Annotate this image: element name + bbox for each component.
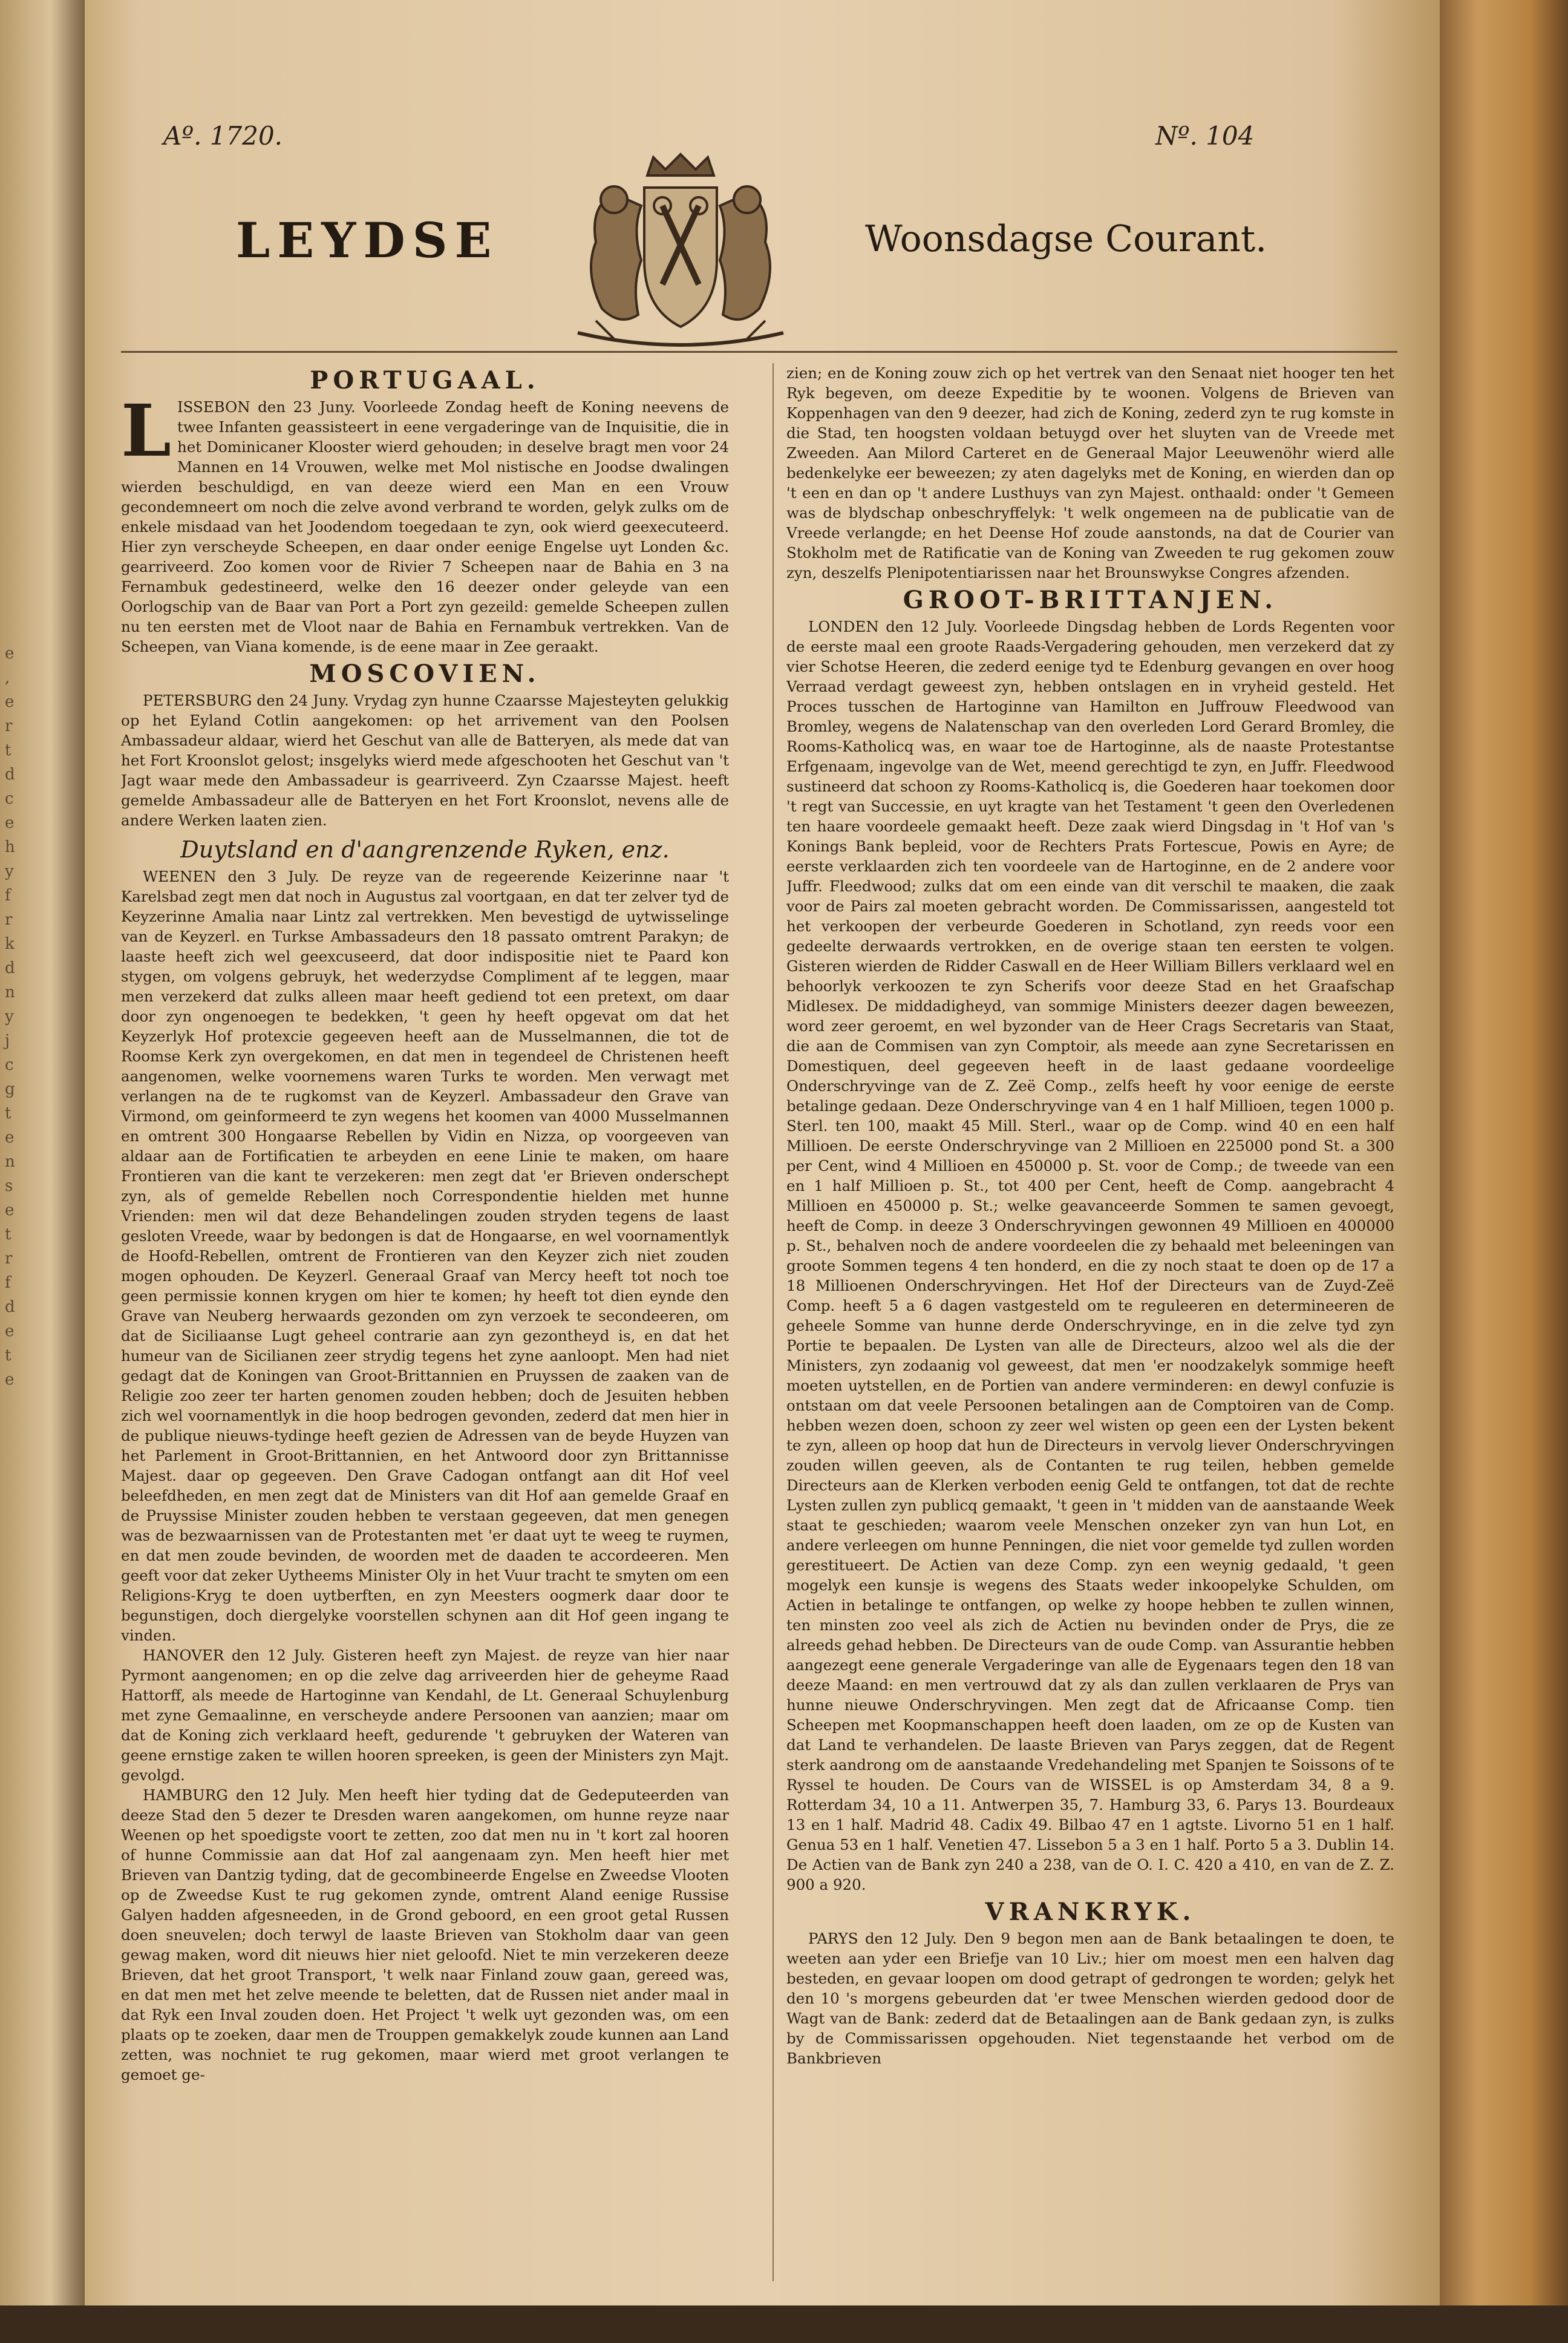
page-stack-edge bbox=[1440, 0, 1568, 2343]
adjacent-page bbox=[0, 0, 85, 2343]
article-hanover: HANOVER den 12 July. Gisteren heeft zyn Majest. de reyze van hier naar Pyrmont aangenomen; en op die zelve dag arriveerden hier de geheyme Raad Hattorff, als meede de Hartoginne van Kendahl, de Lt. Generaal Schuylenburg met zyne Gemaalinne, en verscheyde andere Persoonen van aanzien; maar om dat de Koning zich verklaard heeft, gedurende 't gebruyken der Wateren van geene ernstige zaken te willen hooren spreeken, is geen der Ministers zyn Majt. gevolgd. bbox=[121, 1647, 729, 1784]
drop-cap: L bbox=[121, 388, 171, 473]
masthead-title-right: Woonsdagse Courant. bbox=[865, 218, 1267, 260]
article-lissebon-text: ISSEBON den 23 Juny. Voorleede Zondag heeft de Koning neevens de twee Infanten geassisteert in eene vergaderinge van de Inquisitie, die in het Dominicaner Klooster wierd gehouden; in deselve bragt men voor 24 Mannen en 14 Vrouwen, welke met Mol nistische en Joodse dwalingen wierden beschuldigd, en van deeze wierd een Man en een Vrouw gecondemneert om noch die zelve avond verbrand te worden, gelyk zulks om de enkele misdaad van het Joodendom toegedaan te zyn, ook wierd geexecuteerd. Hier zyn verscheyde Scheepen, en daar onder eenige Engelse uyt Londen &c. gearriveerd. Zoo komen voor de Rivier 7 Scheepen naar de Bahia en 3 na Fernambuk gedestineerd, welke den 16 deezer onder geleyde van een Oorlogschip van de Baar van Port a Port zyn gezeild: gemelde Scheepen zullen nu ten eersten met de Vloot naar de Bahia en Fernambuk vertrekken. Van de Scheepen, van Viana komende, is de eene maar in Zee geraakt. bbox=[121, 398, 729, 655]
right-column bbox=[786, 363, 1394, 2287]
heading-moscovien: MOSCOVIEN. bbox=[309, 660, 541, 688]
leiden-crest-icon bbox=[541, 151, 820, 351]
article-weenen: WEENEN den 3 July. De reyze van de regeerende Keizerinne naar 't Karelsbad zegt men dat noch in Augustus zal voortgaan, en dat ter zelver tyd de Keyzerinne Amalia naar Lintz zal vertrekken. Men bevestigd de uytwisselinge van de Keyzerl. en Turkse Ambassadeurs den 18 passato omtrent Parakyn; de laaste heeft zich wel geexcuseerd, dat door indispositie niet te Paard kon stygen, om volgens gebruyk, het wederzydse Compliment af te leggen, maar men verzekerd dat zulks alleen maar heeft gediend tot een pretext, om daar door zyn ongenoegen te bedekken, 't geen hy heeft opgevat om dat het Keyzerlyk Hof protexcie gegeeven heeft aan de Musselmannen, die tot de Roomse Kerk zyn overgekomen, en dat men in tegendeel de Christenen heeft aangenomen, welke voornemens waren Turks te worden. Men verwagt met verlangen na de te rugkomst van de Keyzerl. Ambassadeur den Grave van Virmond, om geinformeerd te zyn wegens het koomen van 4000 Musselmannen en omtrent 300 Hongaarse Rebellen by Vidin en Nizza, op voorgeeven van aldaar aan de Fortificatien te arbeyden en eene Linie te maken, om haare Frontieren van die kant te verzekeren: men zegt dat 'er Brieven onderschept zyn, als of gemelde Rebellen noch Correspondentie hielden met hunne Vrienden: men wil dat deze Behandelingen zouden stryden tegens de laast gesloten Vreede, waar by bedongen is dat de Hongaarse, en wel voornamentlyk de Hoofd-Rebellen, omtrent de Frontieren van den Keyzer zich niet zouden mogen ophouden. De Keyzerl. Generaal Graaf van Mercy heeft tot noch toe geen permissie konnen krygen om hier te komen; hy heeft tot dien eynde den Grave van Neuberg herwaards gezonden om zyn verzoek te secondeeren, om dat de Siciliaanse Lugt geheel contrarie aan zyn gezontheyd is, en dat het humeur van de Sicilianen zeer strydig tegens het zyne aanloopt. Men had niet gedagt dat de Koningen van Groot-Brittannien en Pruyssen de zaaken van de Religie zoo zeer ter harten genomen zouden hebben; doch de Jesuiten hebben zich wel voornamentlyk in die hoop bedrogen gevonden, zederd dat men hier in de publique nieuws-tydinge heeft gezien de Adressen van de beyde Huyzen van het Parlement in Groot-Brittannien, en het Antwoord door zyn Brittannisse Majest. daar op gegeeven. Den Grave Cadogan ontfangt aan dit Hof veel beleefdheden, en men zegt dat de Ministers van dit Hof aan gemelde Graaf en de Pruyssise Minister zouden hebben te verstaan gegeeven, dat men genegen was de bezwaarnissen van de Protestanten met 'er daat uyt te weeg te ruymen, en dat men zoude bevinden, de woorden met de daaden te accordeeren. Men geeft voor dat zeker Uytheems Minister Oly in het Vuur tracht te smyten om een Religions-Kryg te doen uytberften, en zyn Meesters oogmerk daar door te begunstigen, doch diergelyke voorstellen schynen aan dit Hof geen ingang te vinden. bbox=[121, 868, 729, 1644]
article-londen: LONDEN den 12 July. Voorleede Dingsdag hebben de Lords Regenten voor de eerste maal een groote Raads-Vergadering gehouden, men verzekerd dat zy vier Schotse Heeren, die zederd eenige tyd te Edenburg gevangen en over hoog Verraad verdagt geweest zyn, hebben ontslagen en in vryheid gesteld. Het Proces tusschen de Hartoginne van Hamilton en Juffrouw Fleedwood van Bromley, wegens de Nalatenschap van den overleden Lord Gerard Bromley, die Rooms-Katholicq was, en waar toe de Hartoginne, als de naaste Protestantse Erfgenaam, ingevolge van de Wet, meend gerechtigd te zyn, en Juffr. Fleedwood sustineerd dat schoon zy Rooms-Katholicq is, die Goederen haar toekomen door 't regt van Successie, en uyt kragte van het Testament 't geen den Overledenen ten haare voordeele gemaakt heeft. Deze zaak wierd Dingsdag in 't Hof van 's Konings Bank bepleid, voor de Rechters Prats Fortescue, Powis en Ayre; de eerste verklaarden zich ten voordeele van de Hartoginne, en de 2 andere voor Juffr. Fleedwood; zulks dat om een einde van dit verschil te maaken, die zaak voor de Pairs zal moeten gebracht worden. De Commissarissen, aangesteld tot het verkoopen der verbeurde Goederen in Schotland, zyn reeds voor een gedeelte derwaards vertrokken, en de overige staan ten eersten te volgen. Gisteren wierden de Ridder Caswall en de Heer William Billers verklaard wel en behoorlyk verkoozen te zyn Scherifs voor deeze Stad en het Graafschap Midlesex. De middadigheyd, van sommige Ministers deezer dagen beweezen, word zeer geroemt, en wel byzonder van de Heer Crags Secretaris van Staat, die aan de Commisen van zyn Comptoir, als meede aan zyne Secretarissen en Domestiquen, deel gegeeven heeft in de laast gedaane voordeelige Onderschryvinge van de Z. Zeë Comp., zelfs heeft hy voor eenige de eerste betalinge gedaan. Deze Onderschryvinge van 4 en 1 half Millioen, tegen 1000 p. Sterl. ten 100, maakt 45 Mill. Sterl., waar op de Comp. wind 40 en een half Millioen. De eerste Onderschryvinge van 2 Millioen en 225000 pond St. a 300 per Cent, wind 4 Millioen en 450000 p. St. voor de Comp.; de tweede van een en 1 half Millioen p. St., tot 400 per Cent, heeft de Comp. aangebracht 4 Millioen en 450000 p. St.; welke geavanceerde Sommen te samen gevoegt, heeft de Comp. in deeze 3 Onderschryvingen gewonnen 49 Millioen en 400000 p. St., behalven noch de andere voordeelen die zy behaald met beleeningen van groote Sommen tegens 4 ten honderd, en die zy noch staat te doen op de 17 a 18 Millioenen Onderschryvingen. Het Hof der Directeurs van de Zuyd-Zeë Comp. heeft 5 a 6 dagen vastgesteld om te reguleeren en determineeren de geheele Somme van hunne derde Onderschryvinge, en in die zelve tyd zyn Portie te bepaalen. De Lysten van alle de Directeurs, alzoo wel als die der Ministers, zyn zodaanig vol geweest, dat men 'er noodzakelyk sommige heeft moeten uytstellen, en de Portien van andere verminderen: en dewyl confuzie is ontstaan om dat veele Persoonen betalingen aan de Comptoiren van de Comp. hebben wezen doen, schoon zy zeer wel wisten op geen een der Lysten bekent te zyn, alleen op hoop dat hun de Directeurs in vervolg liever Onderschryvingen zouden willen geeven, als de Contanten te rug teilen, hebben gemelde Directeurs aan de Klerken verboden eenig Geld te ontfangen, tot dat de rechte Lysten zullen zyn publicq gemaakt, 't geen in 't midden van de aanstaande Week staat te geschieden; waarom veele Menschen onzeker zyn van hun Lot, en andere verleegen om hunne Penningen, die niet voor gemelde tyd zullen worden gerestitueert. De Actien van deze Comp. zyn een weynig gedaald, 't geen mogelyk een kunsje is wegens des Staats weder inkoopelyke Schulden, om Actien in betalinge te ontfangen, op welke zy hoope hebben te zullen winnen, ten minsten zoo veel als zich de Actien nu bevinden onder de Prys, die ze alreeds gehad hebben. De Directeurs van de oude Comp. van Assurantie hebben aangezegt eene generale Vergaderinge van alle de Eygenaars tegen den 18 van deeze Maand: en men vertrouwd dat zy als dan zullen verklaaren de Prys van hunne nieuwe Onderschryvingen. Men zegt dat de Africaanse Comp. tien Scheepen met Koopmanschappen heeft doen laaden, om ze op de Kusten van dat Land te verhandelen. De laaste Brieven van Parys zeggen, dat de Regent sterk aandrong om de aanstaande Vredehandeling met Spanjen te Soissons of te Ryssel te houden. De Cours van de WISSEL is op Amsterdam 34, 8 a 9. Rotterdam 34, 10 a 11. Antwerpen 35, 7. Hamburg 33, 6. Parys 13. Bourdeaux 13 en 1 half. Madrid 48. Cadix 49. Bilbao 47 en 1 agtste. Livorno 51 en 1 half. Genua 53 en 1 half. Venetien 47. Lissebon 5 a 3 en 1 half. Porto 5 a 3. Dublin 14. De Actien van de Bank zyn 240 a 238, van de O. I. C. 420 a 410, en van de Z. Z. 900 a 920. bbox=[786, 618, 1394, 1893]
adjacent-page-text: e , e r t d c e h y f r k d n y j c g t e n s e t r f d e t e bbox=[5, 644, 16, 1389]
article-hamburg-continued: zien; en de Koning zouw zich op het vertrek van den Senaat niet hooger ten het Ryk begeven, om deeze Expeditie by te woonen. Volgens de Brieven van Koppenhagen van den 9 deezer, had zich de Koning, zederd zyn te rug komste in die Stad, ten hoogsten voldaan betuygd over het sluyten van de Vreede met Zweeden. Aan Milord Carteret en de Generaal Major Leeuwenöhr wierd alle bedenkelyke eer beweezen; zy aten dagelyks met de Koning, en wierden dan op 't een en dan op 't andere Lusthuys van zyn Majest. onthaald: onder 't Gemeen was de blydschap onbeschryffelyk: 't welk ongemeen na de publicatie van de Vreede verlangde; en het Deense Hof zoude aanstonds, na dat de Courier van Stokholm met de Ratificatie van de Koning van Zweeden te rug gekomen zouw zyn, deszelfs Plenipotentiarissen naar het Brounswykse Congres afzenden. bbox=[786, 364, 1394, 582]
heading-groot-brittanjen: GROOT-BRITTANJEN. bbox=[903, 586, 1278, 614]
column-divider bbox=[773, 363, 774, 2281]
issue-number: Nº. 104 bbox=[1155, 121, 1255, 151]
heading-portugaal: PORTUGAAL. bbox=[310, 366, 540, 395]
desk-surface bbox=[0, 2305, 1568, 2343]
heading-vrankryk: VRANKRYK. bbox=[985, 1898, 1196, 1926]
article-lissebon bbox=[121, 388, 729, 657]
newspaper-page bbox=[85, 0, 1440, 2343]
article-petersburg: PETERSBURG den 24 Juny. Vrydag zyn hunne Czaarsse Majesteyten gelukkig op het Eyland Cotlin aangekomen: op het arrivement van den Poolsen Ambassadeur aldaar, wierd het Geschut van alle de Batteryen, als mede dat van het Fort Kroonslot gelost; insgelyks wierd mede afgeschooten het Geschut van 't Jagt waar mede den Ambassadeur is gearriveerd. Zyn Czaarsse Majest. heeft gemelde Ambassadeur alle de Batteryen en het Fort Kroonslot, nevens alle de andere Werken laaten zien. bbox=[121, 692, 729, 829]
article-parys: PARYS den 12 July. Den 9 begon men aan de Bank betaalingen te doen, te weeten aan yder een Briefje van 10 Liv.; hier om moest men een halven dag besteden, en gevaar loopen om dood getrapt of gedrongen te worden; gelyk het den 10 's morgens gebeurden dat 'er twee Menschen wierden gedood door de Wagt van de Bank: zederd dat de Betaalingen aan de Bank gedaan zyn, is zulks by de Commissarissen opgehouden. Niet tegenstaande het verbod om de Bankbrieven bbox=[786, 1930, 1394, 2067]
article-hamburg: HAMBURG den 12 July. Men heeft hier tyding dat de Gedeputeerden van deeze Stad den 5 dezer te Dresden waren aangekomen, om hunne reyze naar Weenen op het spoedigste voort te zetten, zoo dat men nu in 't kort zal hooren of hunne Commissie aan dat Hof zal aangenaam zyn. Men heeft hier met Brieven van Dantzig tyding, dat de gecombineerde Engelse en Zweedse Vlooten op de Zweedse Kust te rug gekomen zynde, omtrent Aland eenige Russise Galyen hadden afgesneeden, in de Grond geboord, en een groot getal Russen doen sneuvelen; doch terwyl de laaste Brieven van Stokholm daar van geen gewag maken, word dit nieuws hier niet geloofd. Niet te min verzekeren deeze Brieven, dat het groot Transport, 't welk naar Finland zouw gaan, gereed was, en dat men met het zelve meende te beletten, dat de Russen niet ander maal in dat Ryk een Inval zouden doen. Het Project 't welk uyt gezonden was, om een plaats op te zoeken, daar men de Trouppen gemakkelyk zoude kunnen aan Land zetten, was nochniet te rug gekomen, maar wierd met groot verlangen te gemoet ge- bbox=[121, 1786, 729, 2083]
heading-duytsland: Duytsland en d'aangrenzende Ryken, enz. bbox=[180, 836, 670, 863]
issue-year: Aº. 1720. bbox=[163, 121, 283, 151]
masthead-title-left: LEYDSE bbox=[236, 212, 499, 269]
left-column bbox=[121, 363, 729, 2287]
masthead-rule bbox=[121, 351, 1397, 353]
